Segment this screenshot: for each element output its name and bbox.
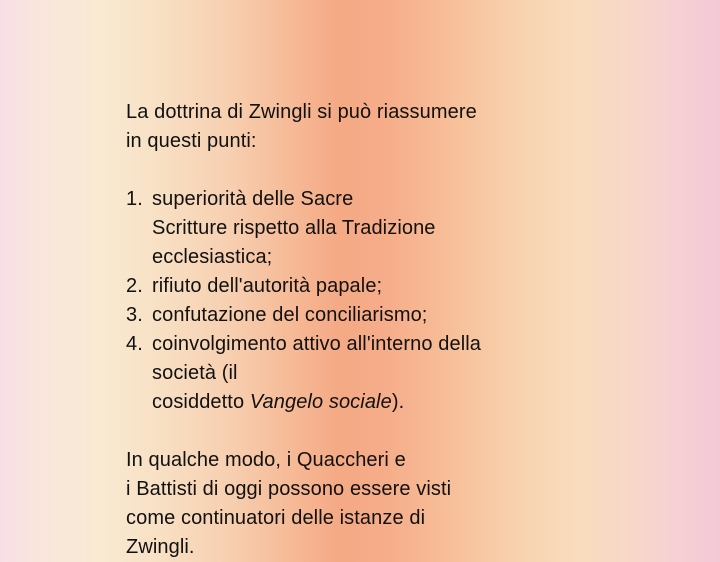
list-item-line: ecclesiastica; xyxy=(152,246,273,268)
outro-line-3: come continuatori delle istanze di xyxy=(126,507,426,529)
intro-line-1: La dottrina di Zwingli si può riassumere xyxy=(126,101,477,123)
outro-line-4: Zwingli. xyxy=(126,536,195,558)
list-item-line: superiorità delle Sacre xyxy=(152,188,354,210)
list-item-text xyxy=(152,330,566,417)
list-item xyxy=(126,330,566,417)
list-item xyxy=(126,185,566,272)
list-item-text xyxy=(152,185,566,272)
intro-line-2: in questi punti: xyxy=(126,130,257,152)
list-item-line-suffix: ). xyxy=(391,391,405,413)
italic-term: Vangelo sociale xyxy=(249,391,392,413)
list-item-line: confutazione del conciliarismo; xyxy=(152,304,428,326)
list-item-number: 2. xyxy=(126,275,143,297)
list-item-line: Scritture rispetto alla Tradizione xyxy=(152,217,436,239)
outro-line-1: In qualche modo, i Quaccheri e xyxy=(126,449,406,471)
list-item-number: 1. xyxy=(126,188,143,210)
intro-paragraph xyxy=(126,98,566,156)
list-item xyxy=(126,301,566,330)
list-item xyxy=(126,272,566,301)
list-item-number: 4. xyxy=(126,333,143,355)
list-item-line: coinvolgimento attivo all'interno della xyxy=(152,333,482,355)
list-item-text xyxy=(152,301,566,330)
list-item-line: società (il xyxy=(152,362,238,384)
outro-line-2: i Battisti di oggi possono essere visti xyxy=(126,478,452,500)
list-item-number: 3. xyxy=(126,304,143,326)
list-item-line xyxy=(152,388,566,417)
list-item-line: rifiuto dell'autorità papale; xyxy=(152,275,383,297)
outro-paragraph xyxy=(126,446,566,562)
slide-text-block xyxy=(126,98,566,562)
list-item-text xyxy=(152,272,566,301)
points-list xyxy=(126,185,566,417)
list-item-line-prefix: cosiddetto xyxy=(152,391,250,413)
